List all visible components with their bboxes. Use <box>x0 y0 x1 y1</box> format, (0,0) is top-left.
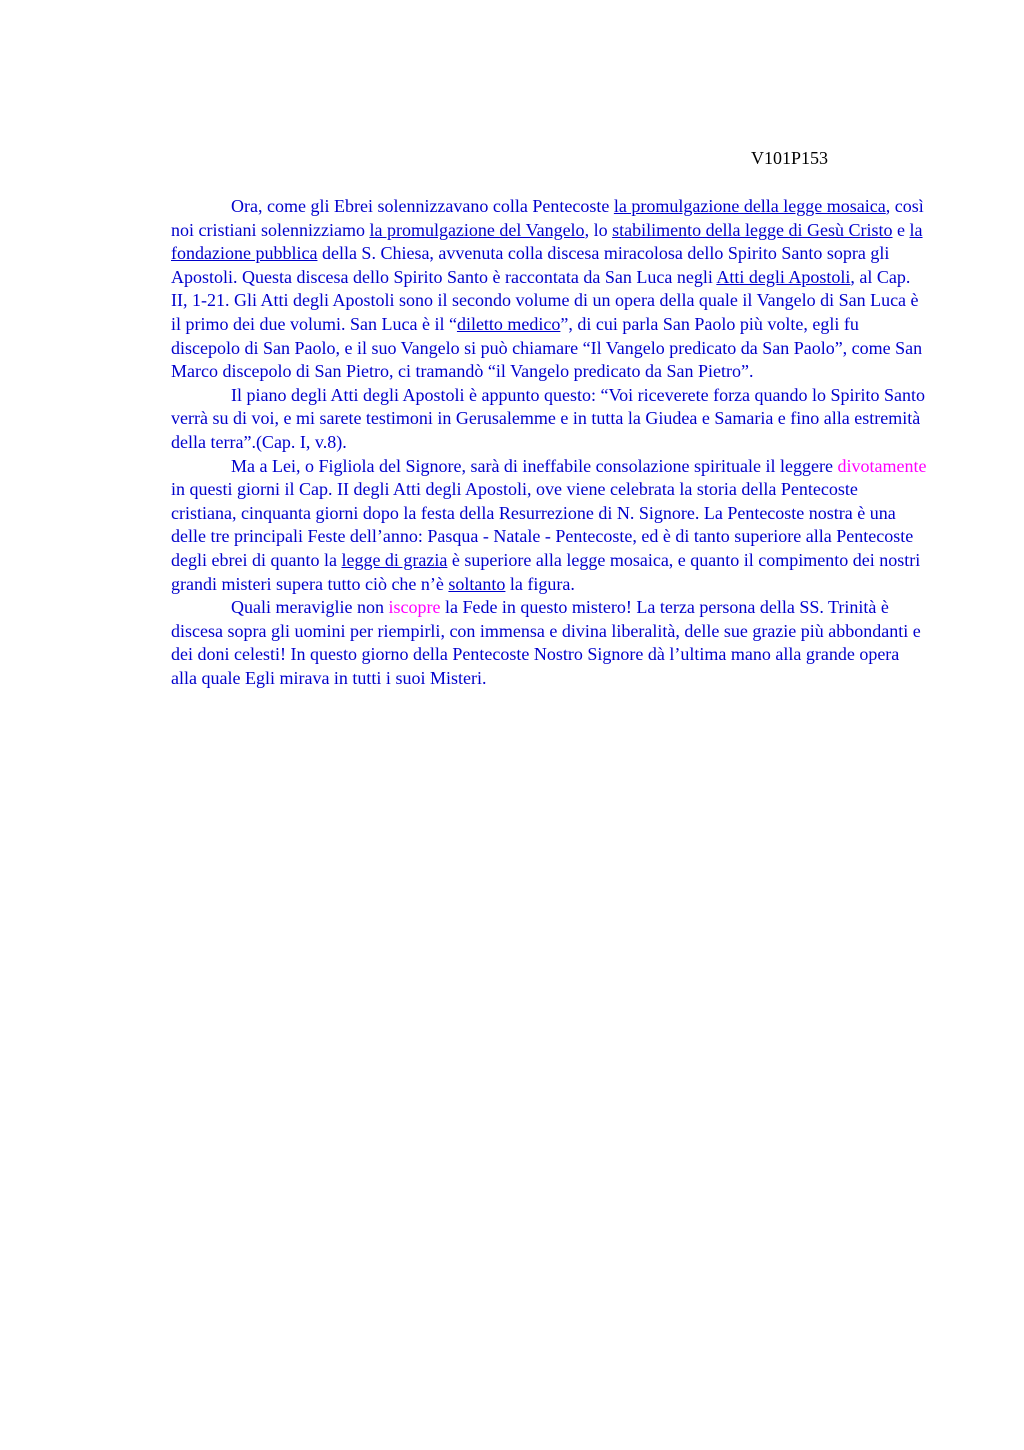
underlined-phrase: la fondazione pubblica <box>171 219 923 264</box>
paragraph-4 <box>171 596 927 690</box>
text-run: , lo <box>584 219 613 240</box>
text-run: della S. Chiesa, avvenuta colla discesa miracolosa dello Spirito Santo sopra gli Apostoli. Questa discesa dello Spirito Santo è raccontata da San Luca negli <box>171 243 890 287</box>
highlighted-word: iscopre <box>388 597 441 618</box>
text-run: ”, di cui parla San Paolo più volte, egli fu discepolo di San Paolo, e il suo Vangelo si può chiamare “Il Vangelo predicato da San Paolo”, come San Marco discepolo di San Pietro, ci tramandò “il Vangelo predicato da San Pietro”. <box>171 313 923 382</box>
highlighted-word: divotamente <box>837 455 927 476</box>
text-run: la Fede in questo mistero! La terza persona della SS. Trinità è discesa sopra gli uomini per riempirli, con immensa e divina liberalità, delle sue grazie più abbondanti e dei doni celesti! In questo giorno della Pentecoste Nostro Signore dà l’ultima mano alla grande opera alla quale Egli mirava in tutti i suoi Misteri. <box>171 597 921 688</box>
text-run: e <box>892 219 910 240</box>
paragraph-2 <box>171 384 927 455</box>
document-body <box>171 195 927 690</box>
underlined-phrase: soltanto <box>448 573 506 594</box>
underlined-phrase: Atti degli Apostoli <box>716 266 851 287</box>
underlined-phrase: la promulgazione della legge mosaica <box>613 196 886 216</box>
text-run: è superiore alla legge mosaica, e quanto il compimento dei nostri grandi misteri supera tutto ciò che n’è <box>171 549 921 594</box>
paragraph-1 <box>171 195 927 384</box>
paragraph-3 <box>171 455 927 597</box>
text-run: Quali meraviglie non <box>231 597 389 618</box>
underlined-phrase: legge di grazia <box>341 549 448 570</box>
text-run: Il piano degli Atti degli Apostoli è appunto questo: “Voi riceverete forza quando lo Spirito Santo verrà su di voi, e mi sarete testimoni in Gerusalemme e in tutta la Giudea e Samaria e fino alla estremità della terra”.(Cap. I, v.8). <box>171 384 926 452</box>
text-run: in questi giorni il Cap. II degli Atti degli Apostoli, ove viene celebrata la storia della Pentecoste cristiana, cinquanta giorni dopo la festa della Resurrezione di N. Signore. La Pentecoste nostra è una delle tre principali Feste dell’anno: Pasqua - Natale - Pentecoste, ed è di tanto superiore alla Pentecoste degli ebrei di quanto la <box>171 479 914 570</box>
text-run: , al Cap. II, 1-21. Gli Atti degli Apostoli sono il secondo volume di un opera della quale il Vangelo di San Luca è il primo dei due volumi. San Luca è il “ <box>171 266 919 334</box>
text-run: Ma a Lei, o Figliola del Signore, sarà di ineffabile consolazione spirituale il leggere <box>231 455 838 476</box>
underlined-phrase: la promulgazione del Vangelo <box>369 219 585 240</box>
text-run: , così noi cristiani solennizziamo <box>171 196 924 240</box>
page-identifier: V101P153 <box>751 148 829 168</box>
underlined-phrase: diletto medico <box>456 313 561 334</box>
underlined-phrase: stabilimento della legge di Gesù Cristo <box>612 219 893 240</box>
text-run: la figura. <box>505 573 575 594</box>
text-run: Ora, come gli Ebrei solennizzavano colla Pentecoste <box>231 196 614 216</box>
